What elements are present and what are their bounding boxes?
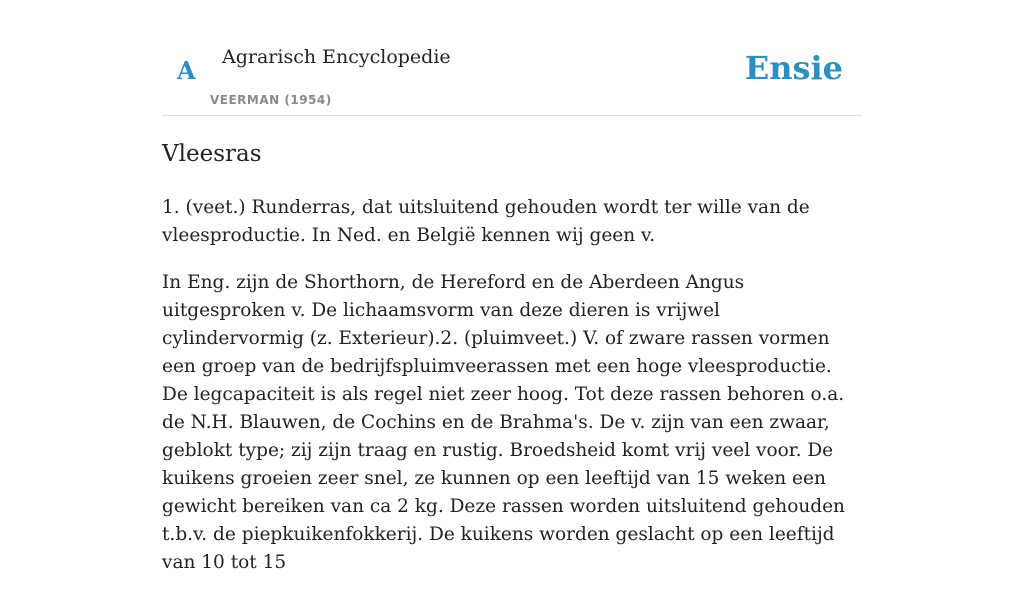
- book-author-link[interactable]: VEERMAN (1954): [210, 93, 332, 107]
- article: [162, 138, 862, 596]
- article-title: Vleesras: [162, 141, 262, 167]
- article-paragraph: In Eng. zijn de Shorthorn, de Hereford en de Aberdeen Angus uitgesproken v. De lichaamsvorm van deze dieren is vrijwel cylindervormig (z. Exterieur).2. (pluimveet.) V. of zware rassen vormen een groep van de bedrijfspluimveerassen met een hoge vleesproductie. De legcapaciteit is als regel niet zeer hoog. Tot deze rassen behoren o.a. de N.H. Blauwen, de Cochins en de Brahma's. De v. zijn van een zwaar, geblokt type; zij zijn traag en rustig. Broedsheid komt vrij veel voor. De kuikens groeien zeer snel, ze kunnen op een leeftijd van 15 weken een gewicht bereiken van ca 2 kg. Deze rassen worden uitsluitend gehouden t.b.v. de piepkuikenfokkerij. De kuikens worden geslacht op een leeftijd van 10 tot 15: [162, 272, 845, 573]
- book-header: [162, 30, 862, 116]
- book-title-link[interactable]: Agrarisch Encyclopedie: [222, 46, 451, 68]
- letter-index-link[interactable]: A: [177, 56, 196, 85]
- article-paragraph: 1. (veet.) Runderras, dat uitsluitend gehouden wordt ter wille van de vleesproductie. In Ned. en België kennen wij geen v.: [162, 197, 810, 246]
- ensie-logo[interactable]: Ensie: [744, 49, 843, 87]
